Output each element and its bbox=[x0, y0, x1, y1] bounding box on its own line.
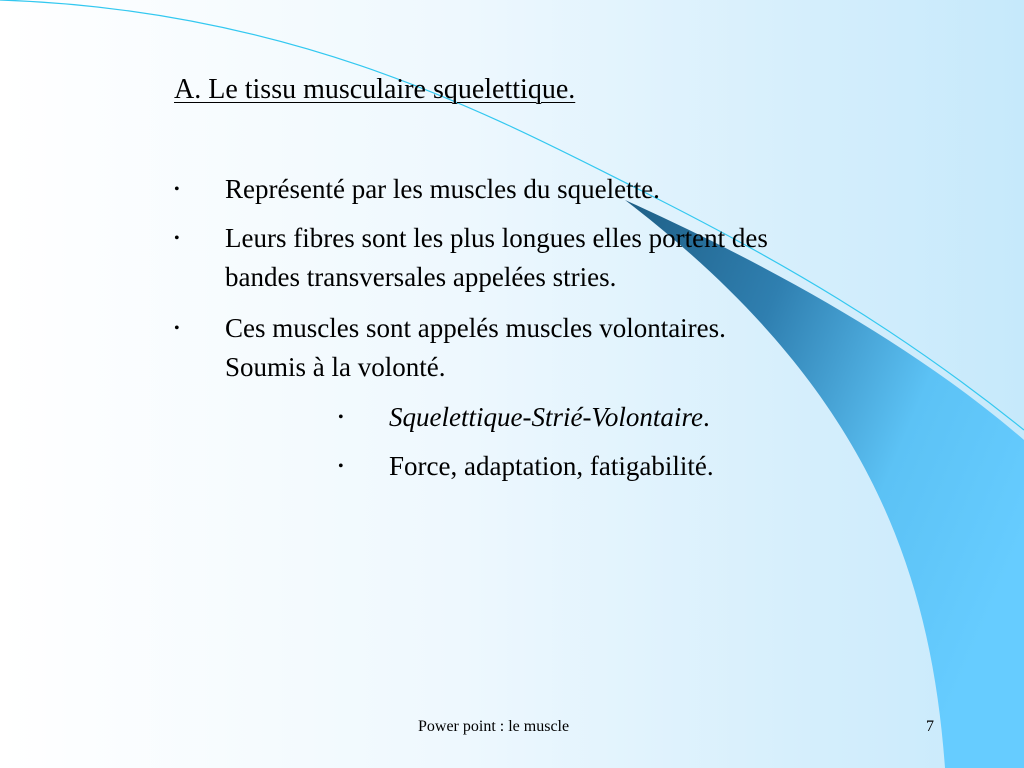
footer-title: Power point : le muscle bbox=[418, 718, 570, 735]
bullet-dot-icon: • bbox=[338, 458, 344, 475]
bullet-dot-icon: • bbox=[174, 320, 180, 337]
bullet-text-line-2: Soumis à la volonté. bbox=[225, 352, 446, 382]
page-number: 7 bbox=[926, 718, 934, 735]
sub-bullet-italic-text: Squelettique-Strié-Volontaire bbox=[389, 402, 703, 432]
bullet-dot-icon: • bbox=[174, 230, 180, 247]
bullet-text-line-2: bandes transversales appelées stries. bbox=[225, 262, 617, 292]
bullet-text-line-1: Leurs fibres sont les plus longues elles portent des bbox=[225, 223, 768, 253]
bullet-dot-icon: • bbox=[338, 409, 344, 426]
sub-bullet-text bbox=[389, 398, 710, 437]
slide-title: A. Le tissu musculaire squelettique. bbox=[174, 74, 576, 105]
bullet-dot-icon: • bbox=[174, 181, 180, 198]
bullet-text: Représenté par les muscles du squelette. bbox=[225, 174, 660, 204]
bullet-text-line-1: Ces muscles sont appelés muscles volontaires. bbox=[225, 313, 726, 343]
sub-bullet-period: . bbox=[702, 402, 710, 432]
sub-bullet-text: Force, adaptation, fatigabilité. bbox=[389, 451, 714, 481]
